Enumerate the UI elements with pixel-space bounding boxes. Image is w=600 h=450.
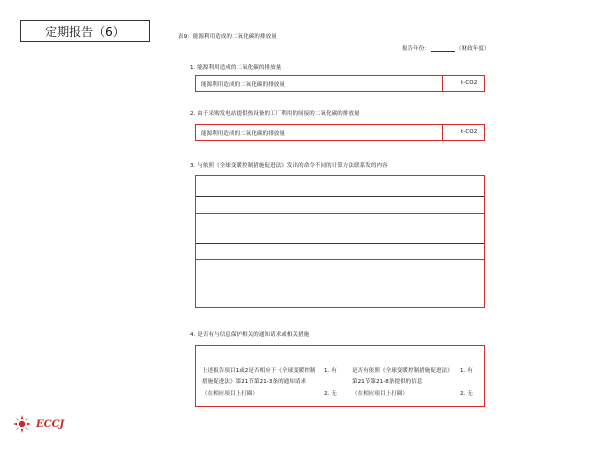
report-year: [402, 44, 490, 52]
section4-left-line3: （在相应项目上打圈）: [202, 391, 259, 397]
section4-left-option-no[interactable]: 2. 无: [324, 391, 337, 397]
section1-heading: 1. 能源利用造成的二氧化碳的排放量: [190, 65, 282, 71]
section2-value-field[interactable]: [443, 125, 463, 140]
section4-right-option-yes[interactable]: 1. 有: [460, 368, 473, 374]
section1-value-field[interactable]: [443, 76, 463, 91]
report-year-suffix: （财政年度）: [456, 46, 490, 52]
table-title: 表9：能源利用造成的二氧化碳的排放量: [178, 34, 277, 40]
report-year-input[interactable]: [431, 45, 455, 52]
section1-unit: t-CO2: [461, 80, 478, 86]
section3-line-1: [196, 196, 484, 197]
section1-row-label: 能源利用造成的二氧化碳的排放量: [201, 82, 286, 88]
section2-heading: 2. 由于采购发电站提供热设备的工厂利用的间接的二氧化碳的排放量: [190, 111, 360, 117]
section4-heading: 4. 是否有与信息保护相关的通知请求或相关措施: [190, 332, 310, 338]
section2-row: [195, 124, 485, 141]
eccj-logo-icon: [12, 414, 32, 434]
section3-heading: 3. 与依照《全球变暖控制措施促进法》发出的命令不同的计算方法联系发的内容: [190, 163, 388, 169]
section3-line-2: [196, 213, 484, 214]
section4-left-line1: 上述报告项目1或2是否相应于《全球变暖控制: [202, 368, 316, 374]
section2-unit: t-CO2: [461, 129, 478, 135]
section4-table: [195, 345, 485, 407]
section4-right-line2: 第21节第21-8条提供的信息: [352, 379, 423, 385]
page-title: 定期报告（6）: [20, 20, 150, 42]
section4-left-option-yes[interactable]: 1. 有: [324, 368, 337, 374]
section4-right-option-no[interactable]: 2. 无: [460, 391, 473, 397]
section3-line-3: [196, 243, 484, 244]
section4-right-line3: （在相应项目上打圈）: [352, 391, 409, 397]
report-year-label: 报告年份：: [402, 46, 431, 52]
section1-row: [195, 75, 485, 92]
eccj-logo-text: ECCJ: [36, 419, 65, 430]
section3-line-4: [196, 259, 484, 260]
section2-row-label: 能源利用造成的二氧化碳的排放量: [201, 131, 286, 137]
section4-left-line2: 措施促进法》第21节第21-3条的通知请求: [202, 379, 307, 385]
section4-right-line1: 是否有依照《全球变暖控制措施促进法》: [352, 368, 453, 374]
section3-table[interactable]: [195, 175, 485, 308]
